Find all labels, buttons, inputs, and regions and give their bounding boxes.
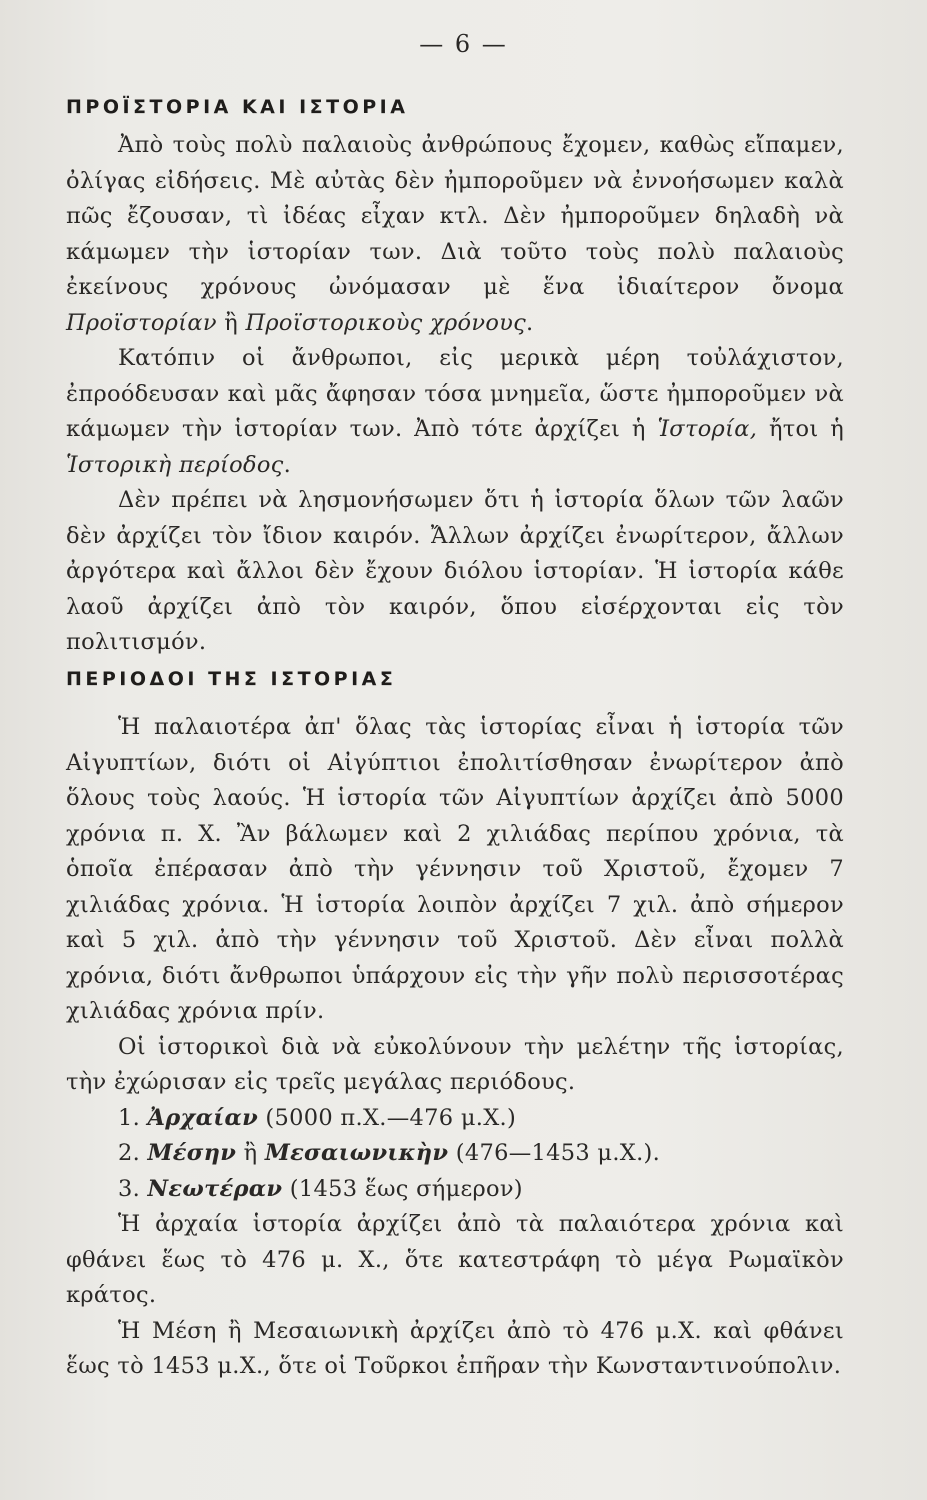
paragraph-text: ἢ [236,1140,265,1166]
period-name: Ἀρχαίαν [147,1104,258,1131]
paragraph [66,341,844,483]
paragraph-text: Κατόπιν οἱ ἄνθρωποι, εἰς μερικὰ μέρη τοὐλάχιστον, ἐπροόδευσαν καὶ μᾶς ἄφησαν τόσα μνημεῖα, ὥστε ἠμποροῦμεν νὰ κάμωμεν τὴν ἱστορίαν των. Ἀπὸ τότε ἀρχίζει ἡ [66,345,844,442]
list-number: 3. [118,1175,141,1202]
section-body-periods [66,710,844,1385]
period-name: Μεσαιωνικὴν [264,1140,449,1166]
list-item [66,1136,844,1172]
emphasis-term: Ἱστορικὴ περίοδος [66,451,284,478]
paragraph-text: ἢ [216,309,246,336]
period-range: (1453 ἕως σήμερον) [282,1175,523,1202]
paragraph: Ἡ παλαιοτέρα ἀπ' ὅλας τὰς ἱστορίας εἶναι ἡ ἱστορία τῶν Αἰγυπτίων, διότι οἱ Αἰγύπτιοι ἐπολιτίσθησαν ἐνωρίτερον ἀπὸ ὅλους τοὺς λαούς. Ἡ ἱστορία τῶν Αἰγυπτίων ἀρχίζει ἀπὸ 5000 χρόνια π. Χ. Ἂν βάλωμεν καὶ 2 χιλιάδας περίπου χρόνια, τὰ ὁποῖα ἐπέρασαν ἀπὸ τὴν γέννησιν τοῦ Χριστοῦ, ἔχομεν 7 χιλιάδας χρόνια. Ἡ ἱστορία λοιπὸν ἀρχίζει 7 χιλ. ἀπὸ σήμερον καὶ 5 χιλ. ἀπὸ τὴν γέννησιν τοῦ Χριστοῦ. Δὲν εἶναι πολλὰ χρόνια, διότι ἄνθρωποι ὑπάρχουν εἰς τὴν γῆν πολὺ περισσοτέρας χιλιάδας χρόνια πρίν. [66,714,844,1024]
list-item [66,1101,844,1137]
section-heading-prehistory: ΠΡΟΪΣΤΟΡΙΑ ΚΑΙ ΙΣΤΟΡΙΑ [66,96,409,118]
emphasis-term: Προϊστορικοὺς χρόνους [245,309,527,336]
period-name: Μέσην [147,1140,237,1166]
paragraph [66,128,844,341]
paragraph: Δὲν πρέπει νὰ λησμονήσωμεν ὅτι ἡ ἱστορία ὅλων τῶν λαῶν δὲν ἀρχίζει τὸν ἴδιον καιρόν. Ἄλλων ἀρχίζει ἐνωρίτερον, ἄλλων ἀργότερα καὶ ἄλλοι δὲν ἔχουν διόλου ἱστορίαν. Ἡ ἱστορία κάθε λαοῦ ἀρχίζει ἀπὸ τὸν καιρόν, ὅπου εἰσέρχονται εἰς τὸν πολιτισμόν. [66,487,844,655]
section-heading-periods: ΠΕΡΙΟΔΟΙ ΤΗΣ ΙΣΤΟΡΙΑΣ [66,668,397,690]
period-range: (5000 π.Χ.—476 μ.Χ.) [257,1104,517,1131]
paragraph-text: Ἀπὸ τοὺς πολὺ παλαιοὺς ἀνθρώπους ἔχομεν, καθὼς εἴπαμεν, ὀλίγας εἰδήσεις. Μὲ αὐτὰς δὲν ἠμποροῦμεν νὰ ἐννοήσωμεν καλὰ πῶς ἔζουσαν, τὶ ἰδέας εἶχαν κτλ. Δὲν ἠμποροῦμεν δηλαδὴ νὰ κάμωμεν τὴν ἱστορίαν των. Διὰ τοῦτο τοὺς πολὺ παλαιοὺς ἐκείνους χρόνους ὠνόμασαν μὲ ἕνα ἰδιαίτερον ὄνομα [66,132,844,300]
paragraph: Οἱ ἱστορικοὶ διὰ νὰ εὐκολύνουν τὴν μελέτην τῆς ἱστορίας, τὴν ἐχώρισαν εἰς τρεῖς μεγάλας περιόδους. [66,1033,844,1095]
period-range: (476—1453 μ.Χ.). [448,1140,661,1166]
paragraph-text: ἤτοι ἡ [757,416,844,442]
paragraph: Ἡ Μέση ἢ Μεσαιωνικὴ ἀρχίζει ἀπὸ τὸ 476 μ.Χ. καὶ φθάνει ἕως τὸ 1453 μ.Χ., ὅτε οἱ Τοῦρκοι ἐπῆραν τὴν Κωνσταντινούπολιν. [66,1317,844,1379]
section-body-prehistory [66,128,844,661]
list-number: 2. [118,1140,141,1166]
paragraph: Ἡ ἀρχαία ἱστορία ἀρχίζει ἀπὸ τὰ παλαιότερα χρόνια καὶ φθάνει ἕως τὸ 476 μ. Χ., ὅτε κατεστράφη τὸ μέγα Ρωμαϊκὸν κράτος. [66,1211,844,1308]
emphasis-term: Ἱστορία, [657,416,758,442]
list-item [66,1172,844,1208]
paragraph-text: . [283,451,292,478]
list-number: 1. [118,1104,141,1131]
paragraph-text: . [526,309,534,336]
emphasis-term: Προϊστορίαν [66,309,217,336]
period-name: Νεωτέραν [147,1175,283,1202]
page-number: — 6 — [419,30,508,58]
